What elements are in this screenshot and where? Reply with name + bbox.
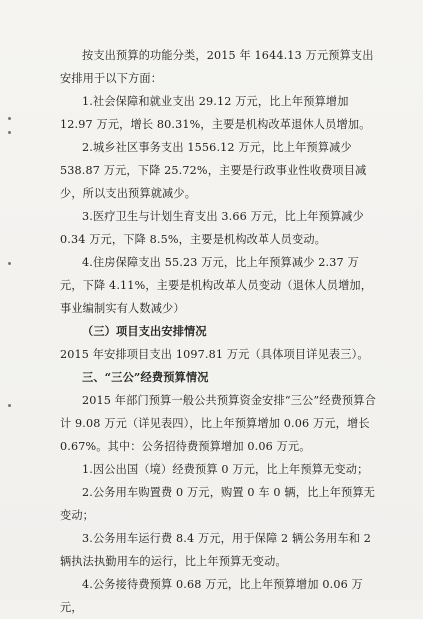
item-health-family-planning: 3.医疗卫生与计划生育支出 3.66 万元，比上年预算减少 0.34 万元，下降 8.5%，主要是机构改革人员变动。 xyxy=(60,210,364,246)
margin-mark xyxy=(8,131,11,134)
project-expenditure-paragraph: 2015 年安排项目支出 1097.81 万元（具体项目详见表三）。 xyxy=(60,348,369,361)
item-vehicle-purchase: 2.公务用车购置费 0 万元，购置 0 车 0 辆，比上年预算无变动； xyxy=(60,486,376,522)
item-urban-rural-community: 2.城乡社区事务支出 1556.12 万元，比上年预算减少 538.87 万元，下降 25.72%，主要是行政事业性收费项目减少，所以支出预算就减少。 xyxy=(60,141,367,200)
item-social-security: 1.社会保障和就业支出 29.12 万元，比上年预算增加 12.97 万元，增长 80.31%，主要是机构改革退休人员增加。 xyxy=(60,95,371,131)
section-heading-three-public: 三、“三公”经费预算情况 xyxy=(82,370,209,384)
margin-mark xyxy=(8,262,11,265)
document-body xyxy=(60,44,380,619)
item-reception: 4.公务接待费预算 0.68 万元，比上年预算增加 0.06 万元， xyxy=(60,578,363,614)
three-public-summary: 2015 年部门预算一般公共预算资金安排“三公”经费预算合计 9.08 万元（详见表四），比上年预算增加 0.06 万元，增长 0.67%。其中：公务招待费预算增加 0.06 万元。 xyxy=(60,394,376,453)
margin-mark xyxy=(8,404,11,407)
margin-mark xyxy=(8,117,11,120)
item-overseas-travel: 1.因公出国（境）经费预算 0 万元，比上年预算无变动； xyxy=(82,463,369,476)
item-housing-security: 4.住房保障支出 55.23 万元，比上年预算减少 2.37 万元，下降 4.11%，主要是机构改革人员变动（退休人员增加，事业编制实有人数减少） xyxy=(60,256,373,315)
section-heading-project-expenditure: （三）项目支出安排情况 xyxy=(82,324,207,338)
intro-paragraph: 按支出预算的功能分类，2015 年 1644.13 万元预算支出安排用于以下方面： xyxy=(60,49,374,85)
item-vehicle-operation: 3.公务用车运行费 8.4 万元，用于保障 2 辆公务用车和 2 辆执法执勤用车的运行，比上年预算无变动。 xyxy=(60,532,372,568)
